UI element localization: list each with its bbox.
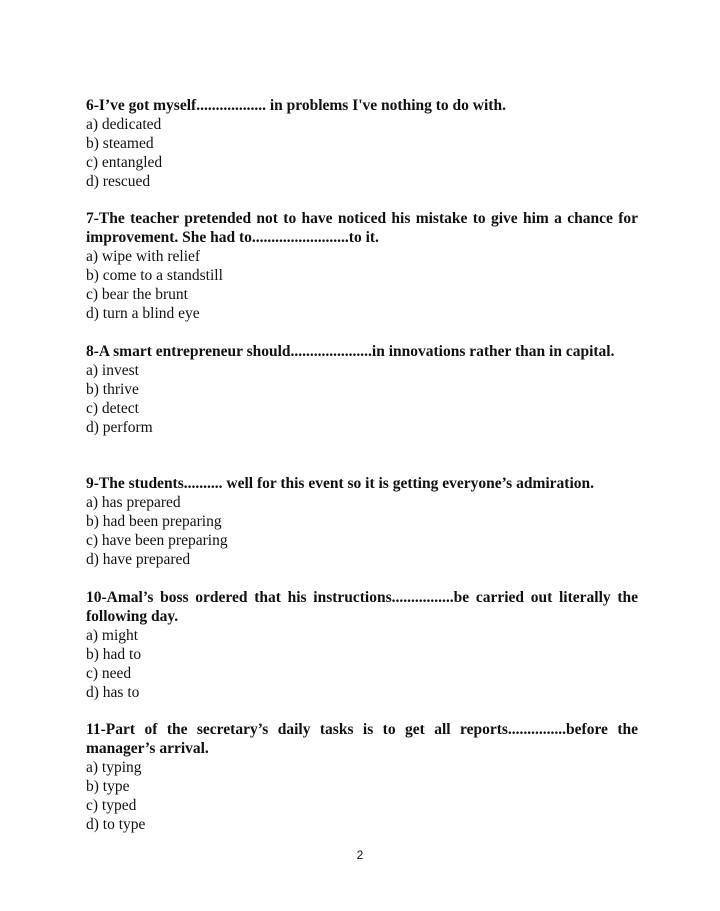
option-c: c) need <box>86 665 132 682</box>
option-d: d) have prepared <box>86 551 191 568</box>
question-stem: 10-Amal’s boss ordered that his instructions................be carried out literally the following day. <box>86 589 638 625</box>
option-c: c) entangled <box>86 154 163 171</box>
page-number: 2 <box>356 848 364 862</box>
option-a: a) wipe with relief <box>86 248 201 265</box>
option-list <box>86 247 638 323</box>
question-7 <box>86 209 638 323</box>
question-8 <box>86 342 638 437</box>
option-b: b) steamed <box>86 135 154 152</box>
option-list <box>86 493 638 569</box>
option-d: d) to type <box>86 816 146 833</box>
option-b: b) come to a standstill <box>86 267 223 284</box>
question-stem: 11-Part of the secretary’s daily tasks is to get all reports...............before the manager’s arrival. <box>86 721 638 757</box>
option-d: d) perform <box>86 419 153 436</box>
option-d: d) turn a blind eye <box>86 305 200 322</box>
option-b: b) had to <box>86 646 142 663</box>
option-d: d) has to <box>86 684 140 701</box>
question-11 <box>86 720 638 834</box>
option-c: c) bear the brunt <box>86 286 188 303</box>
option-a: a) invest <box>86 362 139 379</box>
option-list <box>86 115 638 191</box>
question-stem: 9-The students.......... well for this event so it is getting everyone’s admiration. <box>86 475 595 492</box>
question-6 <box>86 96 638 191</box>
question-9 <box>86 474 638 569</box>
option-a: a) has prepared <box>86 494 181 511</box>
option-a: a) typing <box>86 759 142 776</box>
option-d: d) rescued <box>86 173 151 190</box>
option-b: b) thrive <box>86 381 139 398</box>
question-stem: 8-A smart entrepreneur should.....................in innovations rather than in capital. <box>86 343 615 360</box>
option-a: a) dedicated <box>86 116 162 133</box>
option-a: a) might <box>86 627 139 644</box>
option-list <box>86 361 638 437</box>
option-c: c) detect <box>86 400 139 417</box>
question-10 <box>86 588 638 702</box>
option-list <box>86 758 638 834</box>
option-c: c) typed <box>86 797 137 814</box>
question-stem: 6-I’ve got myself.................. in problems I've nothing to do with. <box>86 97 506 114</box>
option-list <box>86 626 638 702</box>
option-b: b) had been preparing <box>86 513 222 530</box>
question-stem: 7-The teacher pretended not to have noticed his mistake to give him a chance for improvement. She had to.........................to it. <box>86 210 638 246</box>
option-b: b) type <box>86 778 130 795</box>
option-c: c) have been preparing <box>86 532 228 549</box>
